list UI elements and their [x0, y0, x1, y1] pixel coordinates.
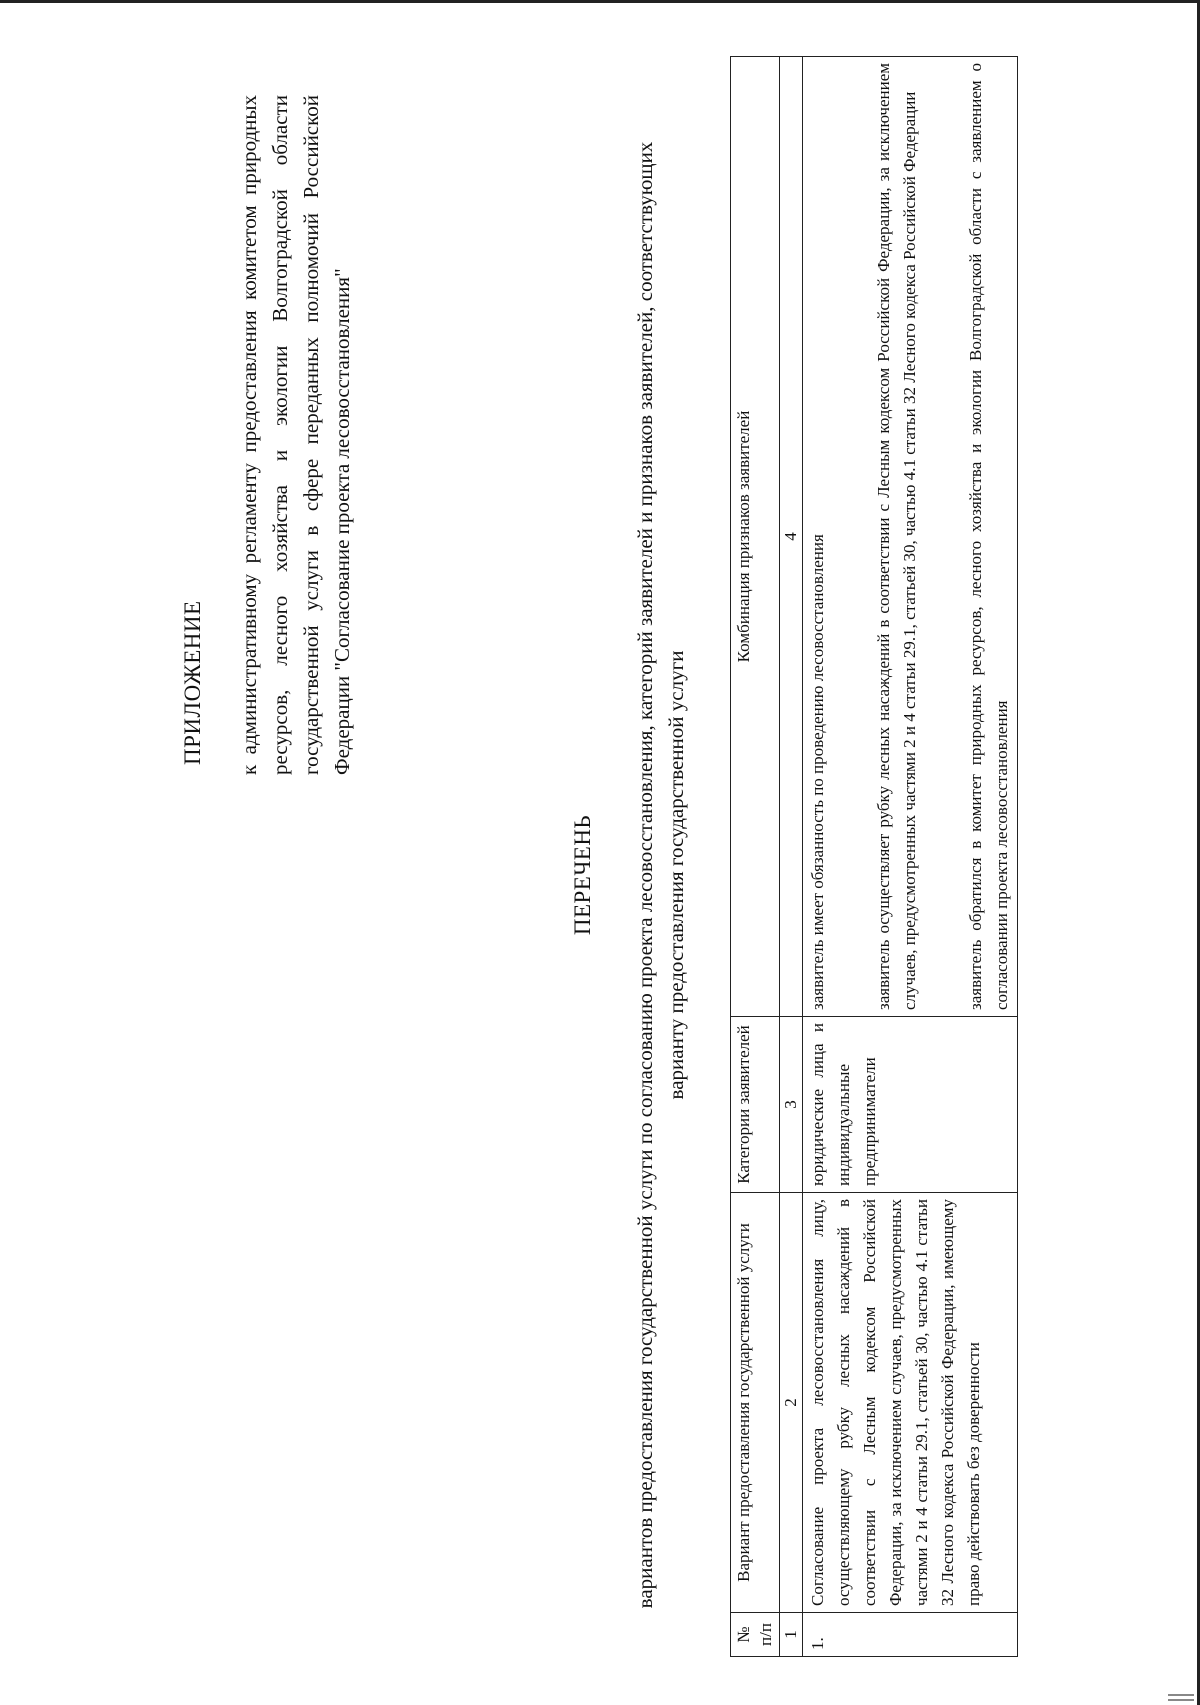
header-number: № п/п: [731, 1613, 780, 1657]
page-edge-top: [0, 0, 1200, 3]
appendix-title: ПРИЛОЖЕНИЕ: [180, 600, 205, 765]
table-header-row: [731, 57, 780, 1657]
column-number: 2: [780, 1193, 803, 1613]
row-number: 1.: [803, 1613, 1018, 1657]
sign-item: заявитель осуществляет рубку лесных насаждений в соответствии с Лесным кодексом Российской Федерации, за исключением случаев, предусмотренных частями 2 и 4 статьи 29.1, статьей 30, частью 4.1 статьи 32 Лесного кодекса Российской Федерации: [874, 63, 919, 1010]
column-number: 1: [780, 1613, 803, 1657]
row-variant: Согласование проекта лесовосстановления лицу, осуществляющему рубку лесных насаждений в соответствии с Лесным кодексом Российской Федерации, за исключением случаев, предусмотренных частями 2 и 4 статьи 29.1, статьей 30, частью 4.1 статьи 32 Лесного кодекса Российской Федерации, имеющему право действовать без доверенности: [803, 1193, 1018, 1613]
column-number: 4: [780, 57, 803, 1017]
variants-table: [730, 56, 1018, 1657]
rotated-page: [30, 45, 1180, 1665]
corner-mark: [1168, 1694, 1194, 1701]
header-variant: Вариант предоставления государственной услуги: [731, 1193, 780, 1613]
table-column-numbers-row: [780, 57, 803, 1657]
list-subtitle: вариантов предоставления государственной услуги по согласованию проекта лесовосстановления, категорий заявителей и признаков заявителей, соответствующих варианту предоставления государственной услуги: [633, 141, 688, 1609]
sign-item: заявитель обратился в комитет природных ресурсов, лесного хозяйства и экологии Волгоградской области с заявлением о согласовании проекта лесовосстановления: [966, 63, 1011, 1010]
row-category: юридические лица и индивидуальные предприниматели: [803, 1017, 1018, 1193]
appendix-block: [180, 95, 358, 775]
header-category: Категории заявителей: [731, 1017, 780, 1193]
header-signs: Комбинация признаков заявителей: [731, 57, 780, 1017]
row-signs: [803, 57, 1018, 1017]
appendix-text: к административному регламенту предоставления комитетом природных ресурсов, лесного хозяйства и экологии Волгоградской области государственной услуги в сфере переданных полномочий Российской Федерации "Согласование проекта лесовосстановления": [237, 95, 354, 775]
sign-item: заявитель имеет обязанность по проведению лесовосстановления: [808, 534, 827, 1010]
list-title: ПЕРЕЧЕНЬ: [570, 814, 595, 936]
table-row: [803, 57, 1018, 1657]
column-number: 3: [780, 1017, 803, 1193]
